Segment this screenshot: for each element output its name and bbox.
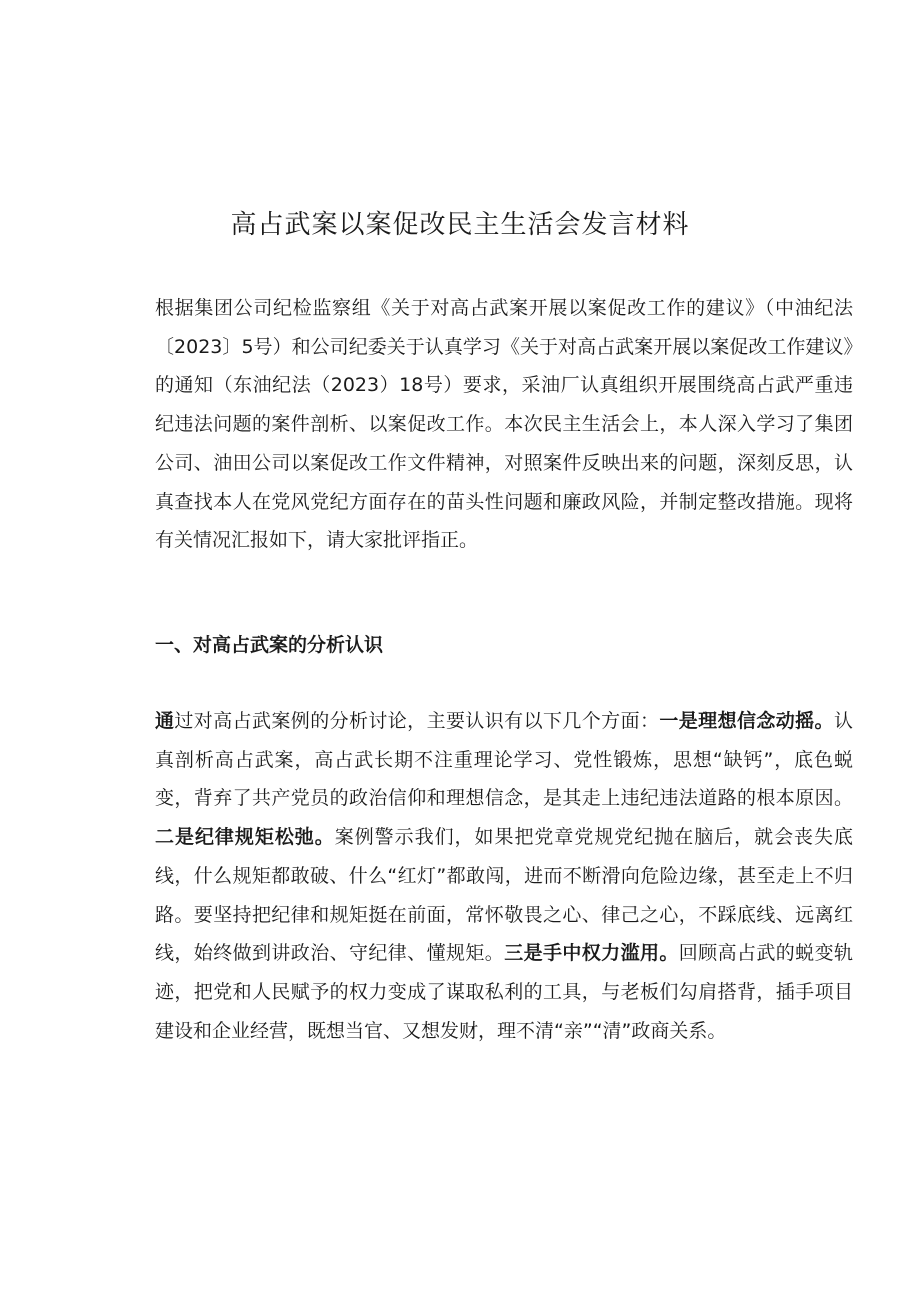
point2-text: 案例警示我们，如果把党章党规党纪抛在脑后，就会丧失底线，什么规矩都敢破、什么“红灯”都敢闯，进而不断滑向危险边缘，甚至走上不归路。要坚持把纪律和规矩挺在前面，常怀敬畏之心、律己之心，不踩底线、远离红线，始终做到讲政治、守纪律、懂规矩。 xyxy=(155,826,853,965)
document-title: 高占武案以案促改民主生活会发言材料 xyxy=(230,210,690,240)
section-heading-analysis: 一、对高占武案的分析认识 xyxy=(155,634,384,656)
lead-char: 通 xyxy=(155,710,175,732)
point1-label: 一是理想信念动摇。 xyxy=(659,710,834,732)
lead-text: 过对高占武案例的分析讨论，主要认识有以下几个方面： xyxy=(174,710,660,732)
point1-text: 认真剖析高占武案，高占武长期不注重理论学习、党性锻炼，思想“缺钙”，底色蜕变，背弃了共产党员的政治信仰和理想信念，是其走上违纪违法道路的根本原因。 xyxy=(155,710,853,810)
point2-label: 二是纪律规矩松弛。 xyxy=(155,826,335,849)
intro-paragraph: 根据集团公司纪检监察组《关于对高占武案开展以案促改工作的建议》（中油纪法〔2023〕5号）和公司纪委关于认真学习《关于对高占武案开展以案促改工作建议》的通知（东油纪法（2023）18号）要求，采油厂认真组织开展围绕高占武严重违纪违法问题的案件剖析、以案促改工作。本次民主生活会上，本人深入学习了集团公司、油田公司以案促改工作文件精神，对照案件反映出来的问题，深刻反思，认真查找本人在党风党纪方面存在的苗头性问题和廉政风险，并制定整改措施。现将有关情况汇报如下，请大家批评指正。 xyxy=(155,297,853,552)
point3-text: 回顾高占武的蜕变轨迹，把党和人民赋予的权力变成了谋取私利的工具，与老板们勾肩搭背，插手项目建设和企业经营，既想当官、又想发财，理不清“亲”“清”政商关系。 xyxy=(155,942,853,1042)
point3-label: 三是手中权力滥用。 xyxy=(504,942,679,965)
analysis-paragraph xyxy=(115,702,853,1050)
